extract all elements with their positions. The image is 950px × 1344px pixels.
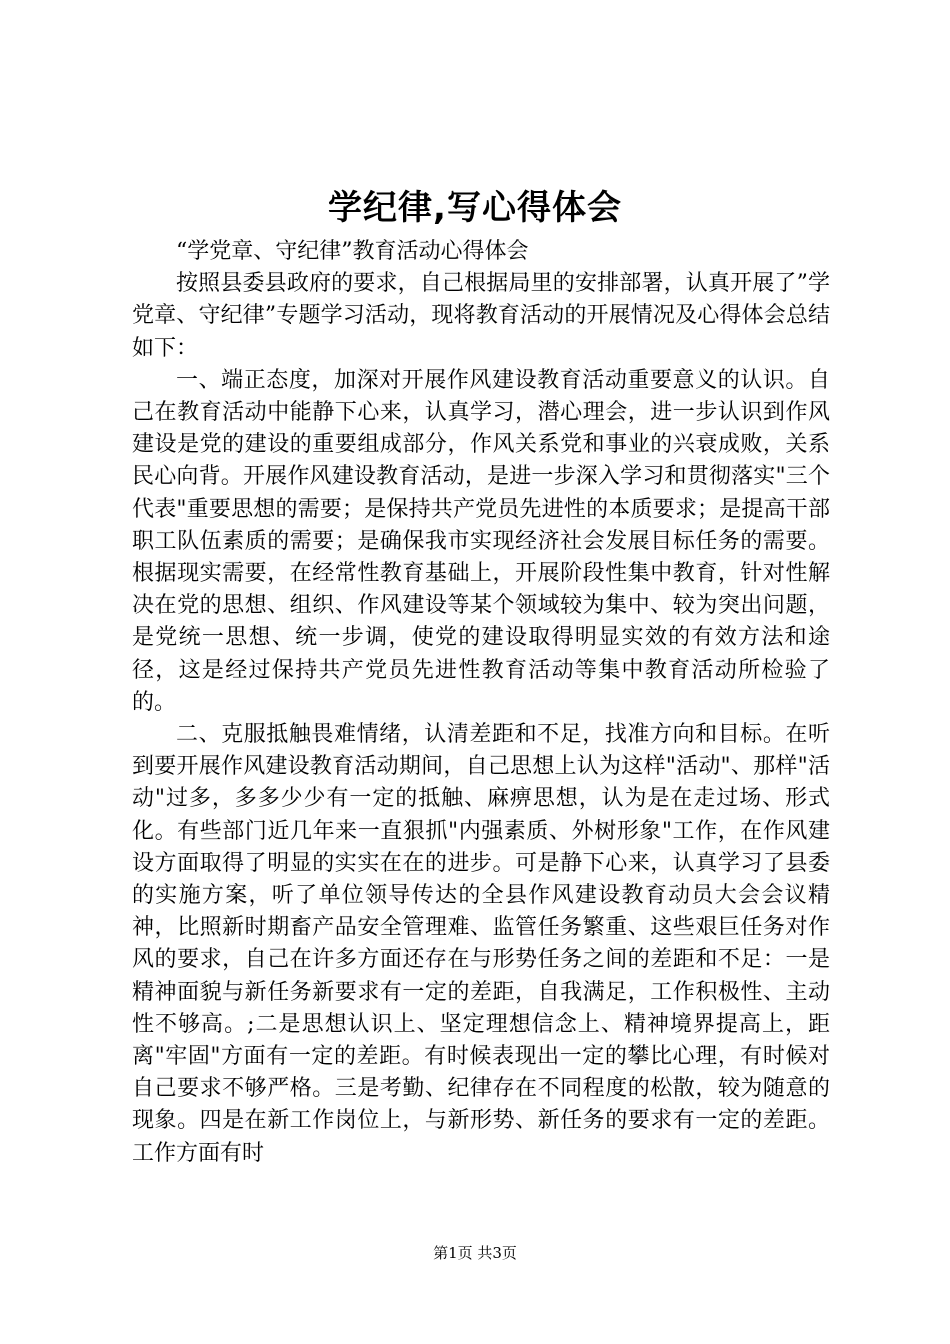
document-title: 学纪律,写心得体会 (328, 188, 622, 228)
paragraph-section-two: 二、克服抵触畏难情绪，认清差距和不足，找准方向和目标。在听到要开展作风建设教育活动期间，自己思想上认为这样"活动"、那样"活动"过多，多多少少有一定的抵触、麻痹思想，认为是在走过场、形式化。有些部门近几年来一直狠抓"内强素质、外树形象"工作，在作风建设方面取得了明显的实实在在的进步。可是静下心来，认真学习了县委的实施方案，听了单位领导传达的全县作风建设教育动员大会会议精神，比照新时期畜产品安全管理难、监管任务繁重、这些艰巨任务对作风的要求，自己在许多方面还存在与形势任务之间的差距和不足：一是精神面貌与新任务新要求有一定的差距，自我满足，工作积极性、主动性不够高。;二是思想认识上、坚定理想信念上、精神境界提高上，距离"牢固"方面有一定的差距。有时候表现出一定的攀比心理，有时候对自己要求不够严格。三是考勤、纪律存在不同程度的松散，较为随意的现象。四是在新工作岗位上，与新形势、新任务的要求有一定的差距。工作方面有时 (132, 722, 830, 1166)
paragraph-section-one: 一、端正态度，加深对开展作风建设教育活动重要意义的认识。自己在教育活动中能静下心来，认真学习，潜心理会，进一步认识到作风建设是党的建设的重要组成部分，作风关系党和事业的兴衰成败，关系民心向背。开展作风建设教育活动，是进一步深入学习和贯彻落实"三个代表"重要思想的需要；是保持共产党员先进性的本质要求；是提高干部职工队伍素质的需要；是确保我市实现经济社会发展目标任务的需要。根据现实需要，在经常性教育基础上，开展阶段性集中教育，针对性解决在党的思想、组织、作风建设等某个领域较为集中、较为突出问题，是党统一思想、统一步调，使党的建设取得明显实效的有效方法和途径，这是经过保持共产党员先进性教育活动等集中教育活动所检验了的。 (132, 367, 830, 715)
document-body (132, 236, 830, 1170)
paragraph-intro: 按照县委县政府的要求，自己根据局里的安排部署，认真开展了”学党章、守纪律”专题学习活动，现将教育活动的开展情况及心得体会总结如下： (132, 271, 830, 361)
document-subtitle: “学党章、守纪律”教育活动心得体会 (176, 239, 529, 264)
page-number-footer: 第1页 共3页 (433, 1244, 517, 1262)
